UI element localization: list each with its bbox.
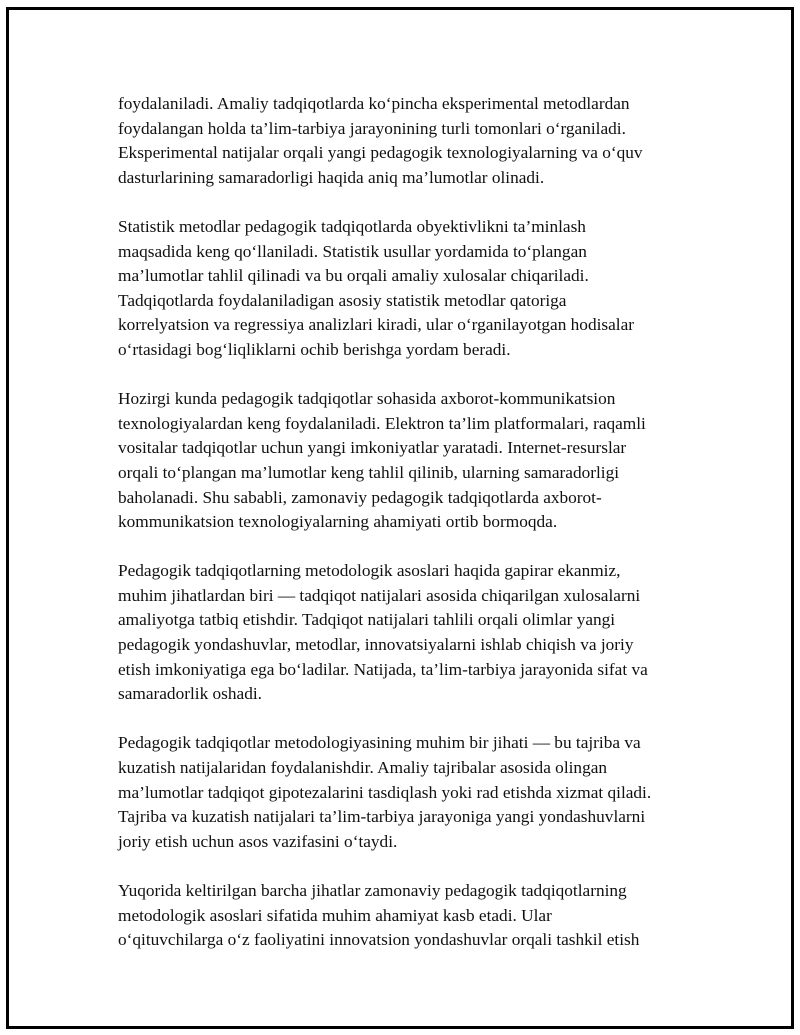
paragraph-experiment-observation: Pedagogik tadqiqotlar metodologiyasining muhim bir jihati — bu tajriba va kuzatish natijalaridan foydalanishdir. Amaliy tajribalar asosida olingan ma’lumotlar tadqiqot gipotezalarini tasdiqlash yoki rad etishda xizmat qiladi. Tajriba va kuzatish natijalari ta’lim-tarbiya jarayoniga yangi yondashuvlarni joriy etish uchun asos vazifasini o‘taydi. [118, 733, 652, 851]
document-body [118, 92, 708, 977]
paragraph-experimental-methods: foydalaniladi. Amaliy tadqiqotlarda ko‘pincha eksperimental metodlardan foydalangan holda ta’lim-tarbiya jarayonining turli tomonlari o‘rganiladi. Eksperimental natijalar orqali yangi pedagogik texnologiyalarning va o‘quv dasturlarining samaradorligi haqida aniq ma’lumotlar olinadi. [118, 94, 643, 187]
paragraph-ict-technologies: Hozirgi kunda pedagogik tadqiqotlar sohasida axborot-kommunikatsion texnologiyalardan keng foydalaniladi. Elektron ta’lim platformalari, raqamli vositalar tadqiqotlar uchun yangi imkoniyatlar yaratadi. Internet-resurslar orqali to‘plangan ma’lumotlar keng tahlil qilinib, ularning samaradorligi baholanadi. Shu sababli, zamonaviy pedagogik tadqiqotlarda axborot- kommunikatsion texnologiyalarning ahamiyati ortib bormoqda. [118, 389, 646, 532]
paragraph-conclusion: Yuqorida keltirilgan barcha jihatlar zamonaviy pedagogik tadqiqotlarning metodologik asoslari sifatida muhim ahamiyat kasb etadi. Ular o‘qituvchilarga o‘z faoliyatini innovatsion yondashuvlar orqali tashkil etish [118, 881, 640, 950]
paragraph-statistical-methods: Statistik metodlar pedagogik tadqiqotlarda obyektivlikni ta’minlash maqsadida keng qo‘llaniladi. Statistik usullar yordamida to‘plangan ma’lumotlar tahlil qilinadi va bu orqali amaliy xulosalar chiqariladi. Tadqiqotlarda foydalaniladigan asosiy statistik metodlar qatoriga korrelyatsion va regressiya analizlari kiradi, ular o‘rganilayotgan hodisalar o‘rtasidagi bog‘liqliklarni ochib berishga yordam beradi. [118, 216, 635, 359]
paragraph-practical-application: Pedagogik tadqiqotlarning metodologik asoslari haqida gapirar ekanmiz, muhim jihatlardan biri — tadqiqot natijalari asosida chiqarilgan xulosalarni amaliyotga tatbiq etishdir. Tadqiqot natijalari tahlili orqali olimlar yangi pedagogik yondashuvlar, metodlar, innovatsiyalarni ishlab chiqish va joriy etish imkoniyatiga ega bo‘ladilar. Natijada, ta’lim-tarbiya jarayonida sifat va samaradorlik oshadi. [118, 561, 648, 704]
